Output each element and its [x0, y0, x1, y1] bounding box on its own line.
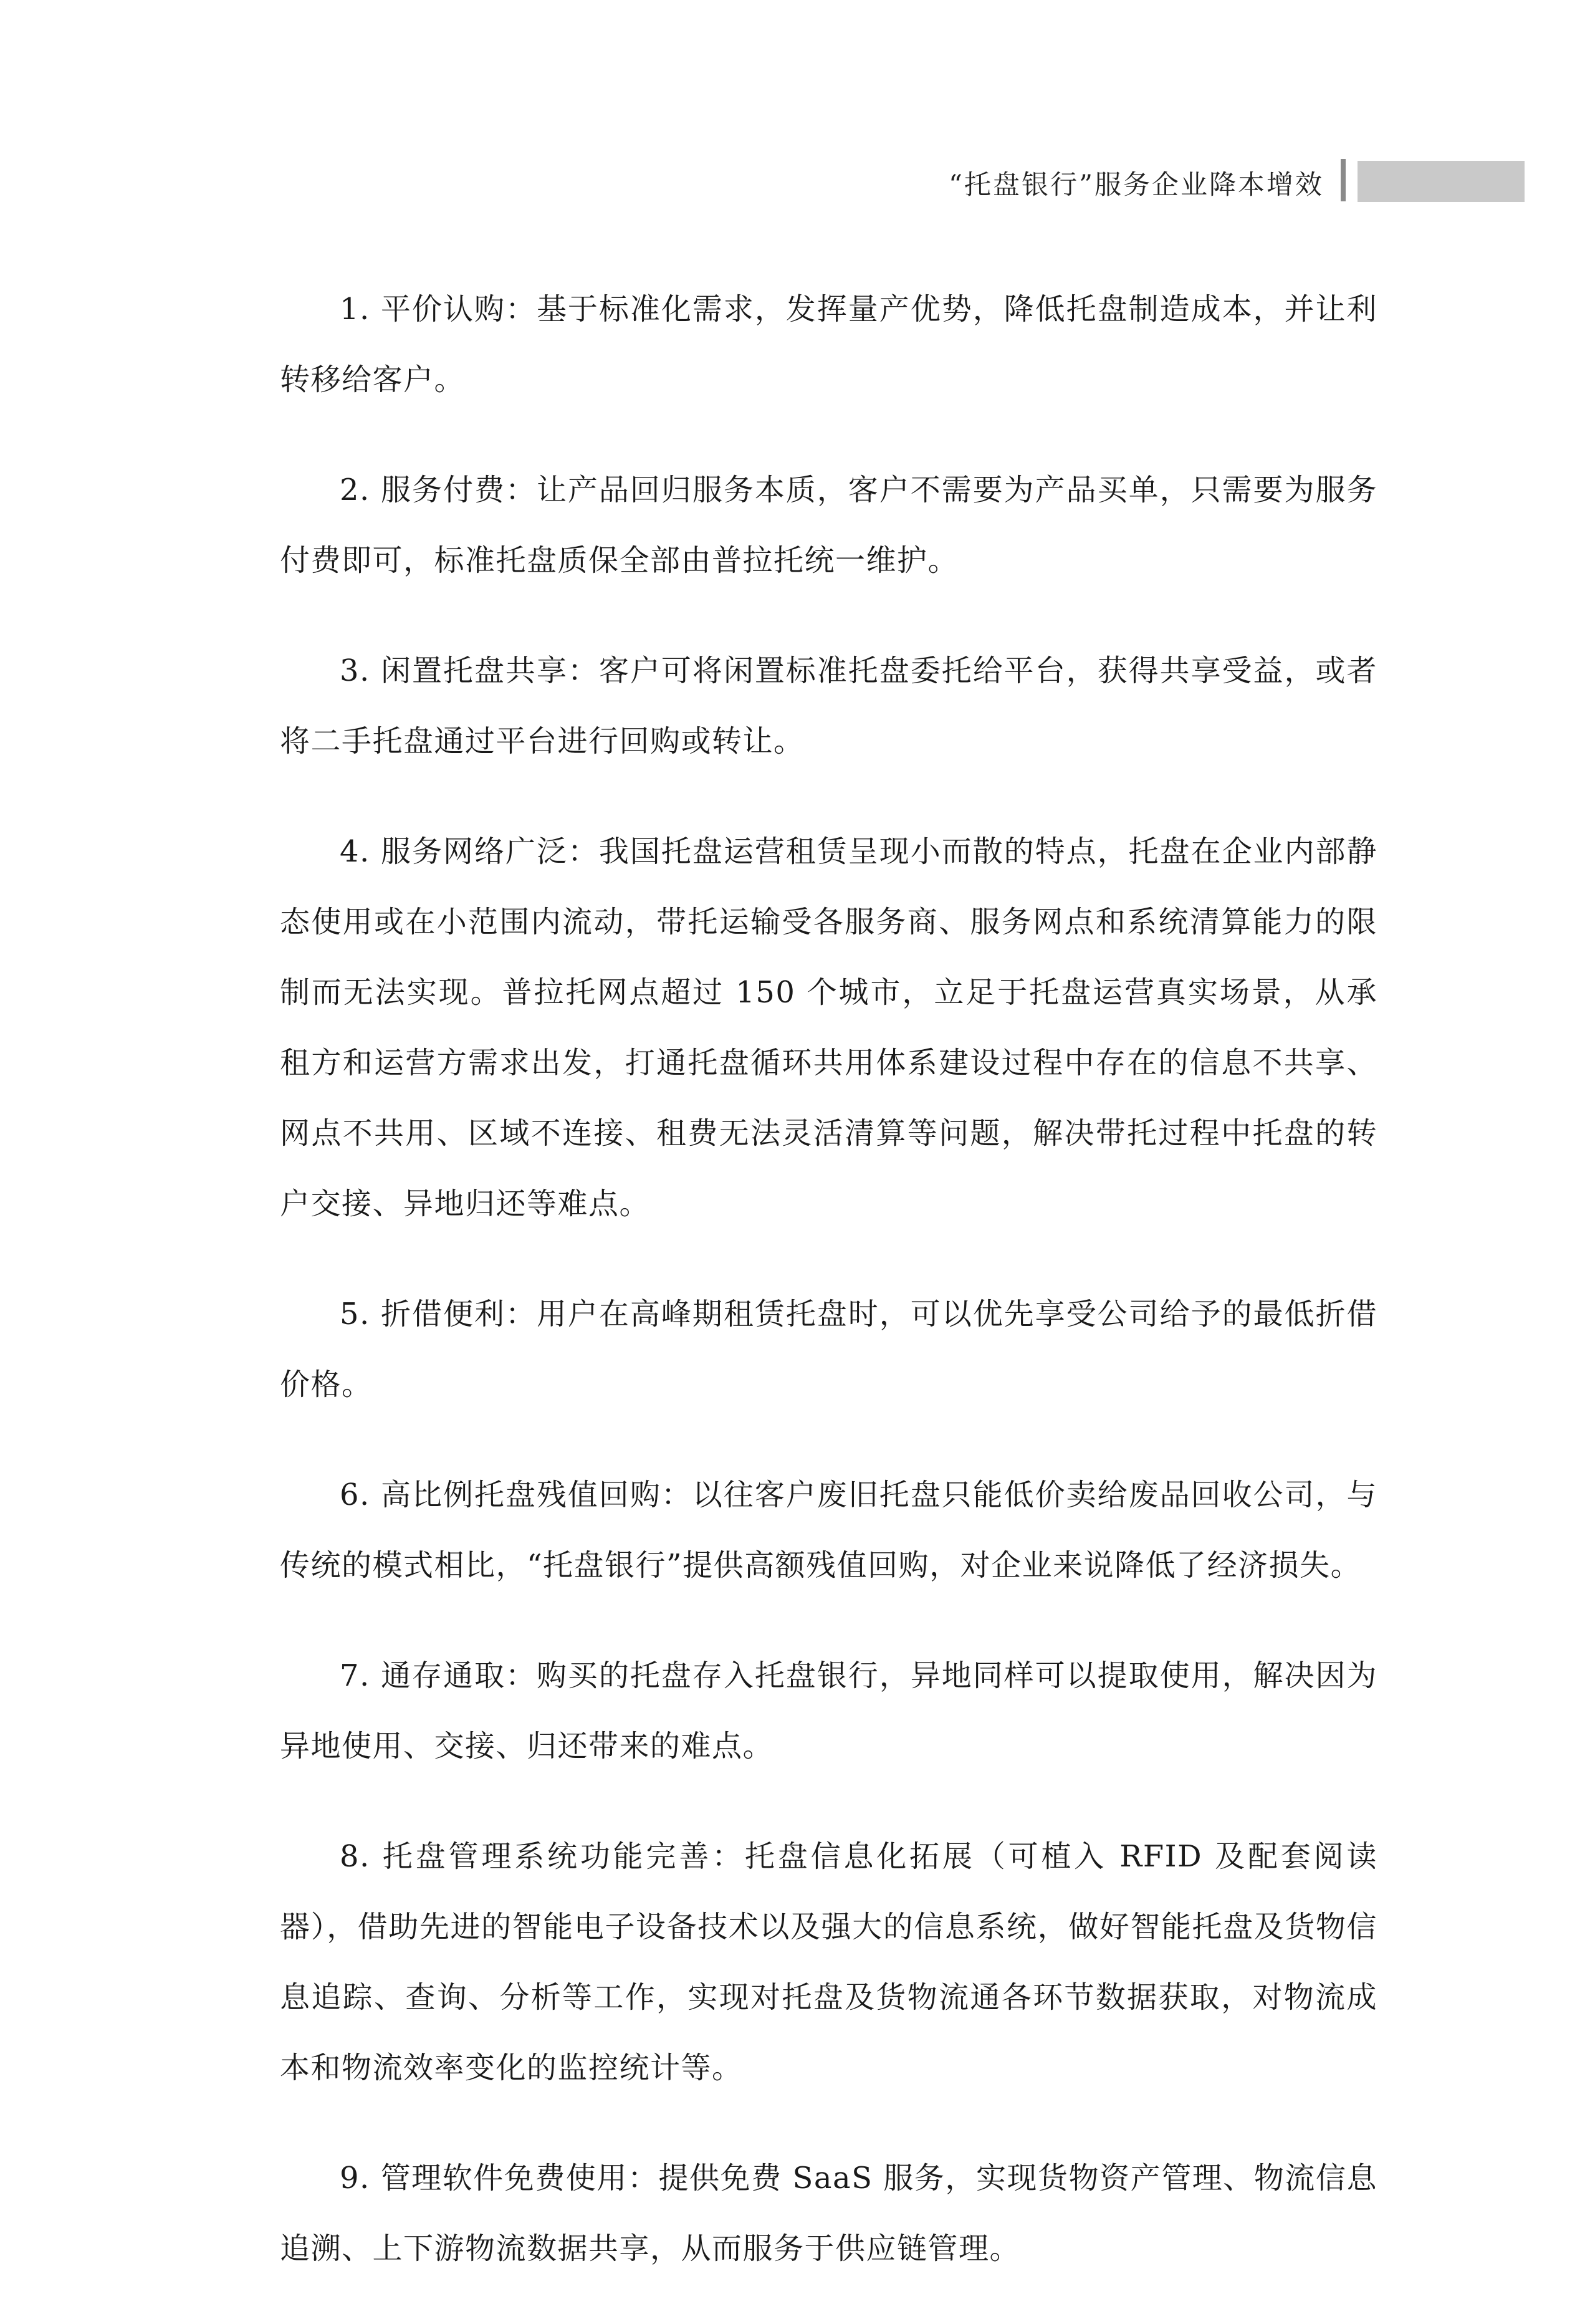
header-gray-block: [1358, 161, 1525, 202]
paragraph-1: 1. 平价认购：基于标准化需求，发挥量产优势，降低托盘制造成本，并让利转移给客户。: [280, 292, 1377, 397]
running-header: [0, 159, 1590, 209]
body-text: [280, 274, 1377, 2324]
header-title: “托盘银行”服务企业降本增效: [949, 170, 1324, 201]
paragraph-9: 9. 管理软件免费使用：提供免费 SaaS 服务，实现货物资产管理、物流信息追溯、上下游物流数据共享，从而服务于供应链管理。: [280, 2161, 1377, 2266]
paragraph-3: 3. 闲置托盘共享：客户可将闲置标准托盘委托给平台，获得共享受益，或者将二手托盘通过平台进行回购或转让。: [280, 653, 1377, 759]
paragraph-4: 4. 服务网络广泛：我国托盘运营租赁呈现小而散的特点，托盘在企业内部静态使用或在小范围内流动，带托运输受各服务商、服务网点和系统清算能力的限制而无法实现。普拉托网点超过 150 个城市，立足于托盘运营真实场景，从承租方和运营方需求出发，打通托盘循环共用体系建设过程中存在的信息不共享、网点不共用、区域不连接、租费无法灵活清算等问题，解决带托过程中托盘的转户交接、异地归还等难点。: [280, 834, 1377, 1221]
paragraph-7: 7. 通存通取：购买的托盘存入托盘银行，异地同样可以提取使用，解决因为异地使用、交接、归还带来的难点。: [280, 1658, 1377, 1764]
paragraph-2: 2. 服务付费：让产品回归服务本质，客户不需要为产品买单，只需要为服务付费即可，标准托盘质保全部由普拉托统一维护。: [280, 473, 1377, 578]
paragraph-6: 6. 高比例托盘残值回购：以往客户废旧托盘只能低价卖给废品回收公司，与传统的模式相比，“托盘银行”提供高额残值回购，对企业来说降低了经济损失。: [280, 1477, 1377, 1583]
paragraph-8: 8. 托盘管理系统功能完善：托盘信息化拓展（可植入 RFID 及配套阅读器），借助先进的智能电子设备技术以及强大的信息系统，做好智能托盘及货物信息追踪、查询、分析等工作，实现对托盘及货物流通各环节数据获取，对物流成本和物流效率变化的监控统计等。: [280, 1839, 1377, 2085]
paragraph-5: 5. 折借便利：用户在高峰期租赁托盘时，可以优先享受公司给予的最低折借价格。: [280, 1297, 1377, 1402]
header-divider: [1341, 159, 1346, 201]
